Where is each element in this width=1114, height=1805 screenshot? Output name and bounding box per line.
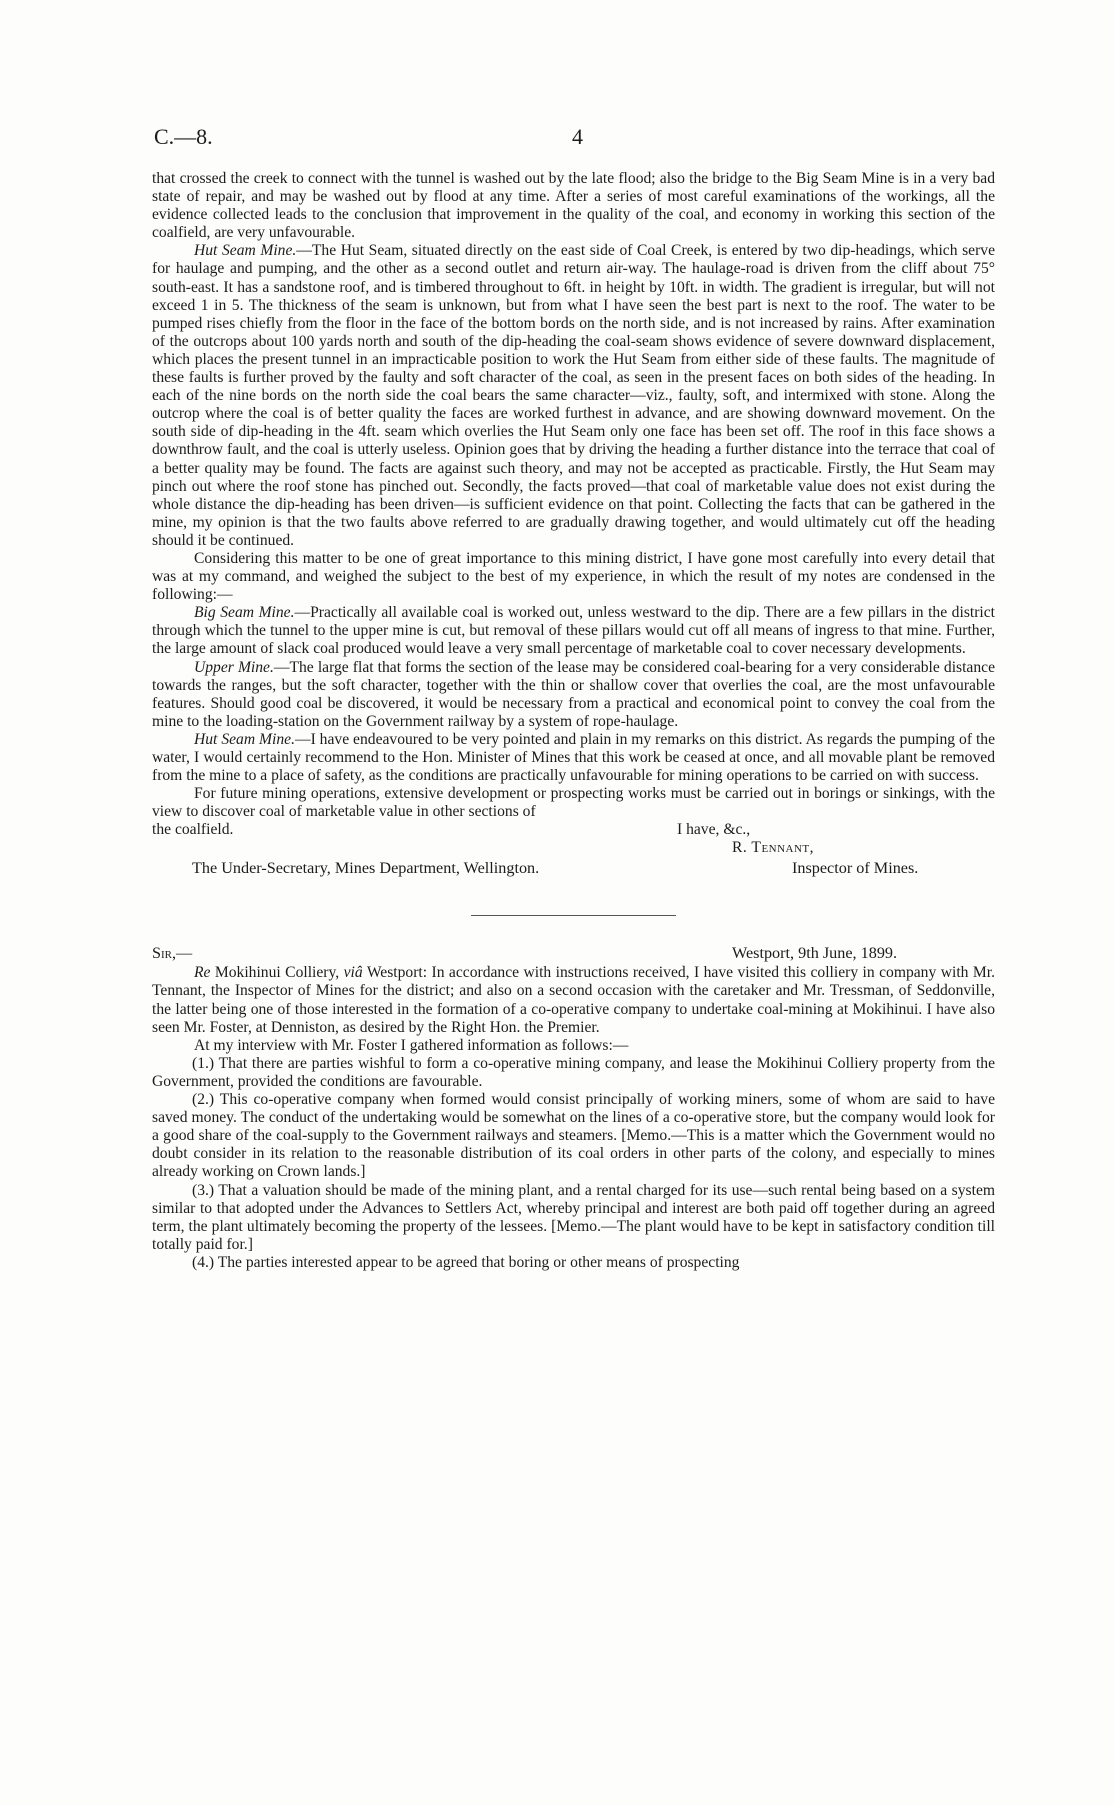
addressee-line [152,857,995,879]
page-header [154,124,994,154]
closing-right: I have, &c., [677,821,751,839]
paragraph-hut-seam-2 [152,731,995,785]
paragraph-big-seam [152,604,995,658]
text-big-seam: —Practically all available coal is worked out, unless westward to the dip. There are a few pillars in the district through which the tunnel to the upper mine is cut, but removal of these pillars would cut off all means of ingress to that mine. Further, the large amount of slack coal produced would leave a very small percentage of marketable coal to cover necessary developments. [152,604,995,658]
section-divider [471,915,676,916]
heading-hut-seam: Hut Seam Mine. [194,242,297,260]
paragraph-upper-mine [152,659,995,731]
list-item-2: (2.) This co-operative company when formed would consist principally of working miners, some of whom are said to have saved money. The conduct of the undertaking would be somewhat on the lines of a co-operative store, but the company would look for a good share of the coal-supply to the Government railways and steamers. [Memo.—This is a matter which the Government would no doubt consider in its relation to the reasonable distribution of its coal orders in other parts of the colony, and especially to mines already working on Crown lands.] [152,1091,995,1181]
page-number: 4 [572,124,583,149]
list-item-3: (3.) That a valuation should be made of the mining plant, and a rental charged for its use—such rental being based on a system similar to that adopted under the Advances to Settlers Act, whereby principal and interest are both paid off together during an agreed term, the plant ultimately becoming the property of the lessees. [Memo.—The plant would have to be kept in satisfactory condition till totally paid for.] [152,1181,995,1253]
text-hut-seam-2: —I have endeavoured to be very pointed and plain in my remarks on this district. As regards the pumping of the water, I would certainly recommend to the Hon. Minister of Mines that this work be ceased at once, and all movable plant be removed from the mine to a place of safety, as the conditions are practically unfavourable for mining operations to be carried on with success. [152,730,995,785]
list-item-1: (1.) That there are parties wishful to form a co-operative mining company, and lease the Mokihinui Colliery property from the Government, provided the conditions are favourable. [152,1054,995,1090]
paragraph-future: For future mining operations, extensive development or prospecting works must be carried out in borings or sinkings, with the view to discover coal of marketable value in other sections of [152,785,995,821]
paragraph-considering: Considering this matter to be one of great importance to this mining district, I have gone most carefully into every detail that was at my command, and weighed the subject to the best of my experience, in which the result of my notes are condensed in the following:— [152,549,995,604]
list-item-4: (4.) The parties interested appear to be agreed that boring or other means of prospecting [192,1253,740,1271]
paragraph-continuation: that crossed the creek to connect with the tunnel is washed out by the late flood; also the bridge to the Big Seam Mine is in a very bad state of repair, and may be washed out by flood at any time. After a series of most careful examinations of the workings, all the evidence collected leads to the conclusion that improvement in the quality of the coal, and economy in working this section of the coalfield, are very unfavourable. [152,170,995,242]
paragraph-re [152,964,995,1036]
signatory-title: Inspector of Mines. [792,859,919,878]
letter2-header [152,944,995,964]
text-upper-mine: —The large flat that forms the section of the lease may be considered coal-bearing for a very considerable distance towards the ranges, but the soft character, together with the thin or shallow cover that overlies the coal, are the most unfavourable features. Should good coal be discovered, it would be necessary from a practical and economical point to convey the coal from the mine to the loading-station on the Government railway by a system of rope-haulage. [152,658,995,730]
addressee: The Under-Secretary, Mines Department, Wellington. [192,859,540,878]
signature: R. Tennant, [732,839,815,857]
closing-line [152,821,995,839]
heading-big-seam: Big Seam Mine. [194,604,295,622]
closing-left: the coalfield. [152,821,234,839]
heading-upper-mine: Upper Mine. [194,658,274,676]
text-hut-seam: —The Hut Seam, situated directly on the east side of Coal Creek, is entered by two dip-headings, which serve for haulage and pumping, and the other as a second outlet and return air-way. The haulage-road is driven from the cliff about 75° south-east. It has a sandstone roof, and is timbered throughout to 6ft. in height by 10ft. in width. The gradient is irregular, but will not exceed 1 in 5. The thickness of the seam is unknown, but from what I have seen the best part is next to the roof. The water to be pumped rises chiefly from the floor in the face of the bottom bords on the north side, and is not increased by rains. After examination of the outcrops about 100 yards north and south of the dip-heading the coal-seam shows evidence of severe downward displacement, which places the present tunnel in an impracticable position to work the Hut Seam from either side of these faults. The magnitude of these faults is further proved by the faulty and soft character of the coal, as seen in the present faces on both sides of the heading. In each of the nine bords on the north side the coal bears the same character—viz., faulty, soft, and intermixed with stone. Along the outcrop where the coal is of better quality the faces are worked furthest in advance, and are showing downward movement. On the south side of dip-heading in the 4ft. seam which overlies the Hut Seam only one face has been set off. The roof in this face shows a downthrow fault, and the coal is utterly useless. Opinion goes that by driving the heading a further distance into the terrace that coal of a better quality may be found. The facts are against such theory, and may not be accepted as practicable. Firstly, the Hut Seam may pinch out where the roof stone has pinched out. Secondly, the facts proved—that coal of marketable value does not exist during the whole distance the dip-heading has been driven—is sufficient evidence on that point. Collecting the facts that can be gathered in the mine, my opinion is that the two faults above referred to are gradually drawing together, and would ultimately cut off the heading should it be continued. [152,242,995,549]
re-text: Mokihinui Colliery, [210,964,344,982]
via-text: viâ [343,964,363,982]
document-reference: C.—8. [154,124,213,149]
intro-text: Westport: In accordance with instructions received, I have visited this colliery in company with Mr. Tennant, the Inspector of Mines for the district; and also on a second occasion with the caretaker and Mr. Tressman, of Seddonville, the latter being one of those interested in the formation of a co-operative company to undertake coal-mining at Mokihinui. I have also seen Mr. Foster, at Denniston, as desired by the Right Hon. the Premier. [152,964,995,1036]
heading-hut-seam-2: Hut Seam Mine. [194,730,295,748]
document-body [152,170,995,1272]
re-prefix: Re [194,964,211,982]
paragraph-hut-seam [152,242,995,550]
paragraph-interview: At my interview with Mr. Foster I gathered information as follows:— [194,1036,629,1054]
place-date: Westport, 9th June, 1899. [732,944,898,963]
salutation: Sir,— [152,944,193,963]
signature-line [152,839,995,857]
